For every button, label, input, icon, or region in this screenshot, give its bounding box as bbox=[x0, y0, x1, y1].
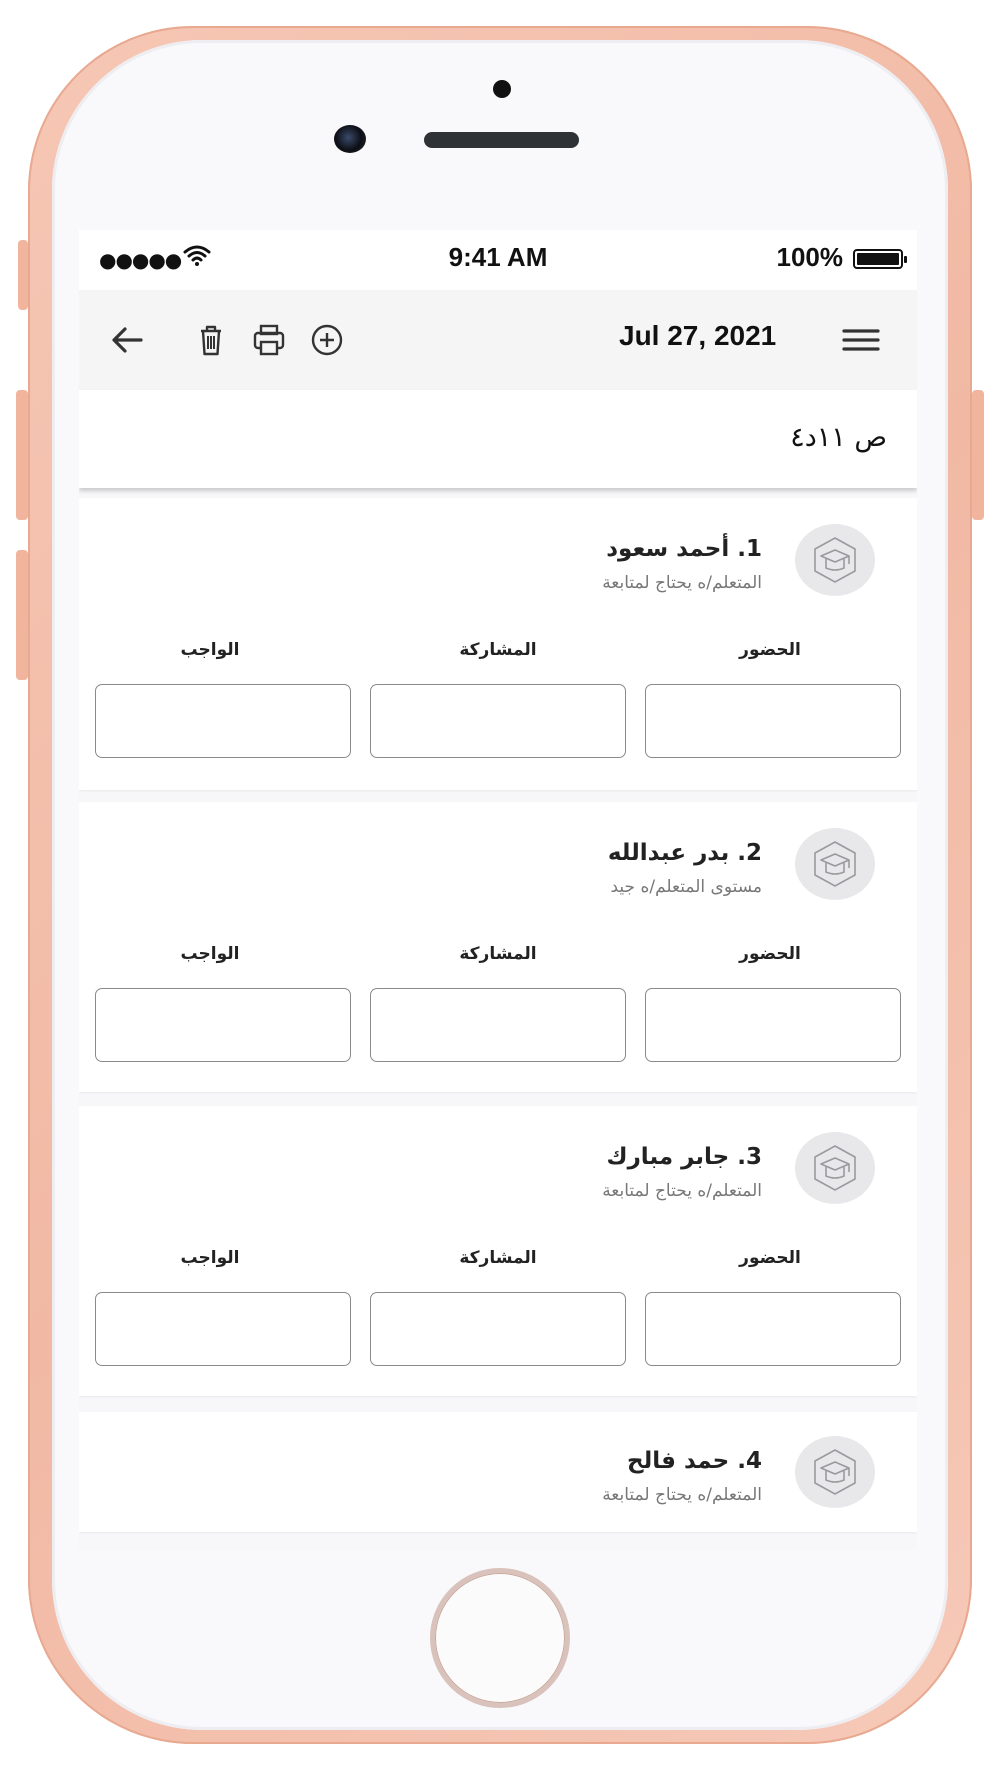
attendance-label: الحضور bbox=[739, 640, 801, 660]
student-avatar bbox=[795, 1436, 875, 1508]
trash-icon[interactable] bbox=[191, 320, 231, 360]
volume-down-button bbox=[16, 550, 28, 680]
attendance-field[interactable] bbox=[645, 684, 901, 758]
class-name: ص ١١د٤ bbox=[790, 422, 887, 453]
student-avatar bbox=[795, 828, 875, 900]
class-header[interactable] bbox=[79, 390, 917, 488]
student-card bbox=[79, 802, 917, 1092]
student-name: 2. بدر عبدالله bbox=[607, 840, 762, 866]
graduation-cap-icon bbox=[809, 838, 861, 890]
earpiece-speaker bbox=[424, 132, 579, 148]
attendance-field[interactable] bbox=[645, 988, 901, 1062]
status-time: 9:41 AM bbox=[448, 242, 548, 272]
power-button bbox=[972, 390, 984, 520]
toolbar bbox=[79, 290, 917, 390]
printer-icon[interactable] bbox=[249, 320, 289, 360]
graduation-cap-icon bbox=[809, 1142, 861, 1194]
homework-label: الواجب bbox=[180, 1248, 240, 1268]
student-status: المتعلم/ه يحتاج لمتابعة bbox=[602, 1485, 762, 1505]
student-avatar bbox=[795, 524, 875, 596]
signal-strength-icon: ●●●●● bbox=[99, 248, 182, 272]
student-name: 1. أحمد سعود bbox=[606, 536, 762, 562]
front-camera bbox=[334, 125, 366, 153]
student-avatar bbox=[795, 1132, 875, 1204]
proximity-sensor bbox=[493, 80, 511, 98]
student-status: المتعلم/ه يحتاج لمتابعة bbox=[602, 1181, 762, 1201]
student-status: المتعلم/ه يحتاج لمتابعة bbox=[602, 573, 762, 593]
add-circle-icon[interactable] bbox=[307, 320, 347, 360]
participation-label: المشاركة bbox=[459, 944, 537, 964]
status-bar bbox=[79, 230, 917, 290]
participation-field[interactable] bbox=[370, 1292, 626, 1366]
student-card bbox=[79, 498, 917, 790]
participation-field[interactable] bbox=[370, 988, 626, 1062]
app-screen bbox=[79, 230, 917, 1550]
graduation-cap-icon bbox=[809, 1446, 861, 1498]
homework-label: الواجب bbox=[180, 944, 240, 964]
attendance-field[interactable] bbox=[645, 1292, 901, 1366]
homework-label: الواجب bbox=[180, 640, 240, 660]
attendance-label: الحضور bbox=[739, 944, 801, 964]
battery-percent: 100% bbox=[776, 242, 843, 272]
student-name: 3. جابر مبارك bbox=[606, 1144, 762, 1170]
homework-field[interactable] bbox=[95, 988, 351, 1062]
student-status: مستوى المتعلم/ه جيد bbox=[610, 877, 762, 897]
homework-field[interactable] bbox=[95, 684, 351, 758]
volume-up-button bbox=[16, 390, 28, 520]
attendance-label: الحضور bbox=[739, 1248, 801, 1268]
back-arrow-icon[interactable] bbox=[107, 320, 147, 360]
mute-switch bbox=[18, 240, 28, 310]
graduation-cap-icon bbox=[809, 534, 861, 586]
menu-icon[interactable] bbox=[841, 320, 881, 360]
participation-label: المشاركة bbox=[459, 640, 537, 660]
home-button[interactable] bbox=[430, 1568, 570, 1708]
participation-label: المشاركة bbox=[459, 1248, 537, 1268]
homework-field[interactable] bbox=[95, 1292, 351, 1366]
lesson-date[interactable]: Jul 27, 2021 bbox=[619, 320, 777, 351]
student-card bbox=[79, 1106, 917, 1396]
student-card bbox=[79, 1412, 917, 1532]
battery-icon bbox=[853, 249, 903, 269]
student-name: 4. حمد فالح bbox=[627, 1448, 762, 1474]
participation-field[interactable] bbox=[370, 684, 626, 758]
